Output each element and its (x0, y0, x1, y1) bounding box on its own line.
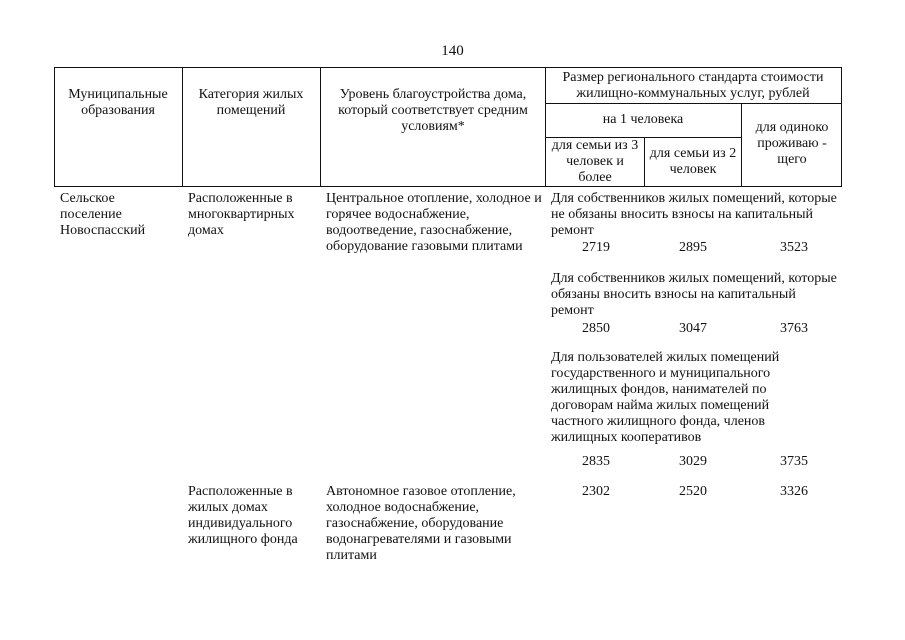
row-2-family3: 2302 (582, 484, 610, 499)
row-1-group-1-single: 3523 (780, 240, 808, 255)
row-1-group-2-family2: 3047 (679, 321, 707, 336)
header-level: Уровень благоустройства дома, который соответствует средним условиям* (338, 87, 528, 134)
row-1-level: Центральное отопление, холодное и горячее водоснабжение, водоотведение, газоснабжение, оборудование газовыми плитами (326, 191, 542, 254)
page-number: 140 (441, 43, 464, 59)
header-category: Категория жилых помещений (198, 87, 304, 118)
col-border-0 (54, 67, 55, 187)
row-1-group-2-label: Для собственников жилых помещений, которые обязаны вносить взносы на капитальный ремонт (551, 271, 837, 318)
header-family3: для семьи из 3 человек и более (551, 138, 639, 185)
row-2-level: Автономное газовое отопление, холодное водоснабжение, газоснабжение, оборудование водонагревателями и газовыми плитами (326, 484, 516, 563)
row-1-group-2-family3: 2850 (582, 321, 610, 336)
row-1-group-3-family3: 2835 (582, 454, 610, 469)
header-bottom-border (54, 186, 842, 187)
row-1-group-3-single: 3735 (780, 454, 808, 469)
header-standard-size: Размер регионального стандарта стоимости жилищно-коммунальных услуг, рублей (562, 70, 824, 101)
header-municipality: Муниципальные образования (68, 87, 168, 118)
subheader-line (545, 103, 842, 104)
col-border-6 (841, 67, 842, 187)
header-single: для одиноко проживаю - щего (755, 120, 829, 167)
row-1-group-1-family2: 2895 (679, 240, 707, 255)
municipality-name: Сельское поселение Новоспасский (60, 191, 146, 238)
row-1-group-3-label: Для пользователей жилых помещений государственного и муниципального жилищных фондов, нанимателей по договорам найма жилых помещений частного жилищного фонда, членов жилищных кооперативов (551, 350, 780, 445)
row-1-group-2-single: 3763 (780, 321, 808, 336)
col-border-1 (182, 67, 183, 187)
row-1-group-1-family3: 2719 (582, 240, 610, 255)
row-2-family2: 2520 (679, 484, 707, 499)
row-1-group-1-label: Для собственников жилых помещений, которые не обязаны вносить взносы на капитальный ремонт (551, 191, 837, 238)
header-family2: для семьи из 2 человек (649, 146, 737, 177)
col-border-5 (741, 103, 742, 187)
row-2-single: 3326 (780, 484, 808, 499)
row-2-category: Расположенные в жилых домах индивидуального жилищного фонда (188, 484, 298, 547)
col-border-2 (320, 67, 321, 187)
row-1-group-3-family2: 3029 (679, 454, 707, 469)
col-border-3 (545, 67, 546, 187)
row-1-category: Расположенные в многоквартирных домах (188, 191, 295, 238)
col-border-4 (644, 137, 645, 187)
table-top-border (54, 67, 842, 68)
header-per-person: на 1 человека (602, 112, 684, 127)
